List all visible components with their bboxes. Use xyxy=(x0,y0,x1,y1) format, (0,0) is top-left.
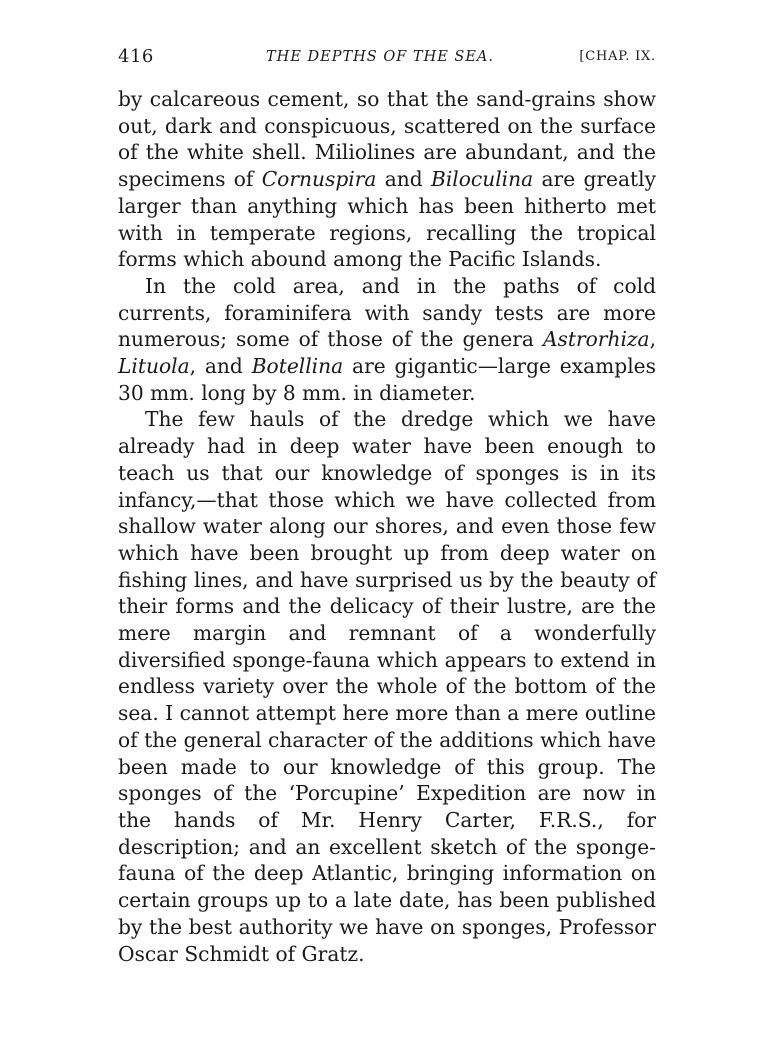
genus-name: Lituola xyxy=(118,354,190,379)
text-run: and xyxy=(376,167,432,192)
paragraph-foraminifera xyxy=(118,273,656,407)
text-run: , and xyxy=(189,354,252,379)
text-run: In the cold area, and in the paths of cold currents, foraminifera with sandy tests are more numerous; some of those of the genera xyxy=(118,273,656,352)
text-run: by calcareous cement, so that the sand-grains show out, dark and conspicuous, scattered on the surface of the white shell. Miliolines are abundant, and the specimens of xyxy=(118,87,656,192)
genus-name: Biloculina xyxy=(431,167,534,192)
chapter-label: [CHAP. IX. xyxy=(579,49,656,64)
genus-name: Astrorhiza xyxy=(542,327,650,352)
paragraph-continuation xyxy=(118,86,656,273)
text-run: are greatly larger than anything which has been hitherto met with in temperate regions, recalling the tropical forms which abound among the Pacific Islands. xyxy=(118,167,656,272)
running-head xyxy=(118,40,656,74)
paragraph-sponges: The few hauls of the dredge which we have already had in deep water have been enough to teach us that our knowledge of sponges is in its infancy,—that those which we have collected from shallow water along our shores, and even those few which have been brought up from deep water on fishing lines, and have surprised us by the beauty of their forms and the delicacy of their lustre, are the mere margin and remnant of a wonderfully diversified sponge-fauna which appears to extend in endless variety over the whole of the bottom of the sea. I cannot attempt here more than a mere outline of the general character of the additions which have been made to our knowledge of this group. The sponges of the ‘Porcupine’ Expedition are now in the hands of Mr. Henry Carter, F.R.S., for description; and an excellent sketch of the sponge-fauna of the deep Atlantic, bringing information on certain groups up to a late date, has been published by the best authority we have on sponges, Professor Oscar Schmidt of Gratz. xyxy=(118,407,656,966)
body-text xyxy=(118,86,656,967)
text-run: , xyxy=(649,327,656,352)
book-page xyxy=(118,40,656,967)
genus-name: Botellina xyxy=(251,354,344,379)
running-title: THE DEPTHS OF THE SEA. xyxy=(266,49,495,65)
page-number: 416 xyxy=(118,46,154,67)
text-run: are gigantic—large examples 30 mm. long by 8 mm. in diameter. xyxy=(118,354,656,405)
genus-name: Cornuspira xyxy=(261,167,377,192)
